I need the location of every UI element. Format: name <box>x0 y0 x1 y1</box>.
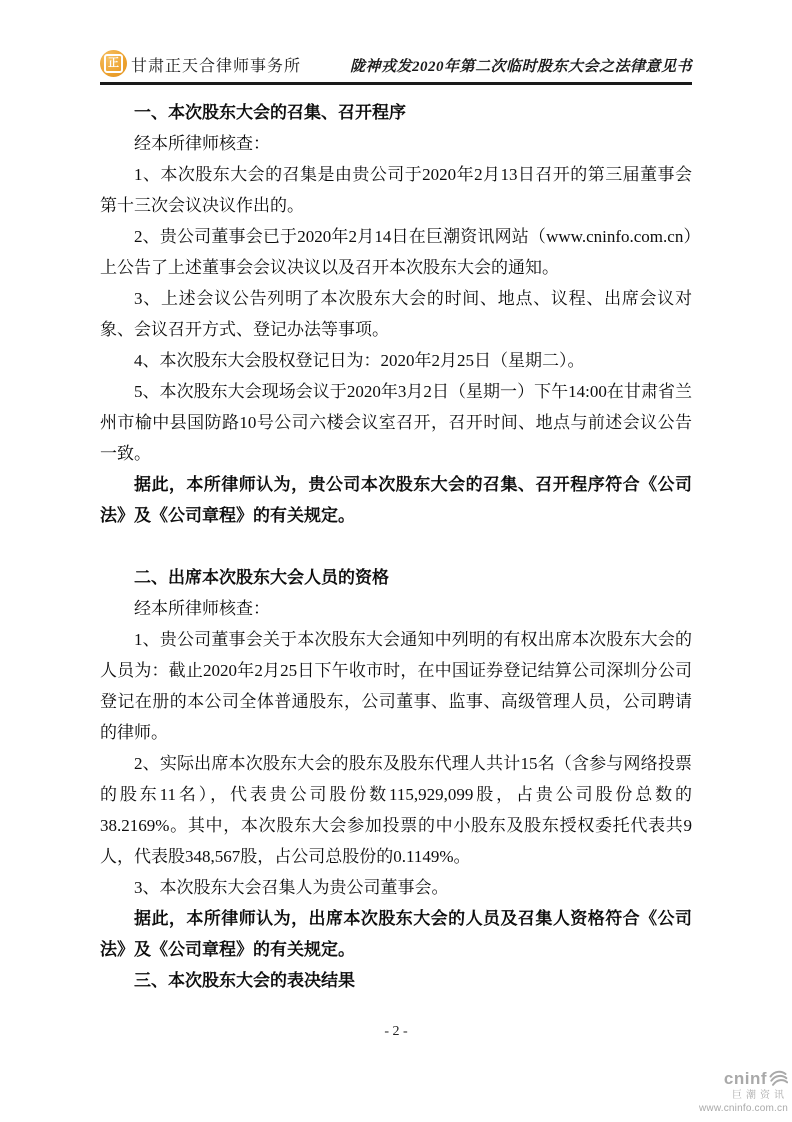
section-2-paragraph: 2、实际出席本次股东大会的股东及股东代理人共计15名（含参与网络投票的股东11名），代表贵公司股份数115,929,099股，占贵公司股份总数的38.2169%。其中，本次股东大会参加投票的中小股东及股东授权委托代表共9人，代表股348,567股，占公司总股份的0.1149%。 <box>100 754 692 866</box>
logo-glyph: 正 <box>104 54 123 73</box>
cninfo-brand-name: cninf <box>723 1068 767 1088</box>
section-2-heading: 二、出席本次股东大会人员的资格 <box>134 568 389 587</box>
cninfo-brand-row <box>699 1069 788 1089</box>
cninfo-swirl-icon <box>768 1069 788 1089</box>
document-title: 陇神戎发2020年第二次临时股东大会之法律意见书 <box>349 59 692 75</box>
section-spacer <box>100 531 692 562</box>
document-body <box>100 97 692 996</box>
page-header <box>100 50 692 85</box>
section-2-conclusion: 据此，本所律师认为，出席本次股东大会的人员及召集人资格符合《公司法》及《公司章程》的有关规定。 <box>100 909 692 959</box>
section-1-paragraph: 3、上述会议公告列明了本次股东大会的时间、地点、议程、出席会议对象、会议召开方式、登记办法等事项。 <box>100 289 692 339</box>
section-1-paragraph: 经本所律师核查： <box>134 134 270 153</box>
law-firm-name: 甘肃正天合律师事务所 <box>131 58 302 75</box>
section-1-paragraph: 5、本次股东大会现场会议于2020年3月2日（星期一）下午14:00在甘肃省兰州市榆中县国防路10号公司六楼会议室召开，召开时间、地点与前述会议公告一致。 <box>100 382 692 463</box>
section-2-paragraph: 3、本次股东大会召集人为贵公司董事会。 <box>134 878 449 897</box>
cninfo-watermark <box>699 1069 788 1114</box>
law-firm-logo-icon <box>100 50 127 77</box>
section-1-paragraph: 1、本次股东大会的召集是由贵公司于2020年2月13日召开的第三届董事会第十三次会议决议作出的。 <box>100 165 692 215</box>
section-1-conclusion: 据此，本所律师认为，贵公司本次股东大会的召集、召开程序符合《公司法》及《公司章程》的有关规定。 <box>100 475 692 525</box>
section-1-paragraph: 4、本次股东大会股权登记日为：2020年2月25日（星期二）。 <box>134 351 585 370</box>
section-3-heading: 三、本次股东大会的表决结果 <box>134 971 355 990</box>
section-1-paragraph: 2、贵公司董事会已于2020年2月14日在巨潮资讯网站（www.cninfo.com.cn）上公告了上述董事会会议决议以及召开本次股东大会的通知。 <box>100 227 692 277</box>
cninfo-chinese-name: 巨潮资讯 <box>732 1090 788 1101</box>
cninfo-url: www.cninfo.com.cn <box>699 1103 788 1114</box>
section-2-paragraph: 1、贵公司董事会关于本次股东大会通知中列明的有权出席本次股东大会的人员为：截止2020年2月25日下午收市时，在中国证券登记结算公司深圳分公司登记在册的本公司全体普通股东，公司董事、监事、高级管理人员，公司聘请的律师。 <box>100 630 692 742</box>
law-firm-brand <box>100 50 301 77</box>
section-1-heading: 一、本次股东大会的召集、召开程序 <box>134 103 406 122</box>
page-number: - 2 - <box>384 1024 408 1039</box>
section-2-paragraph: 经本所律师核查： <box>134 599 270 618</box>
